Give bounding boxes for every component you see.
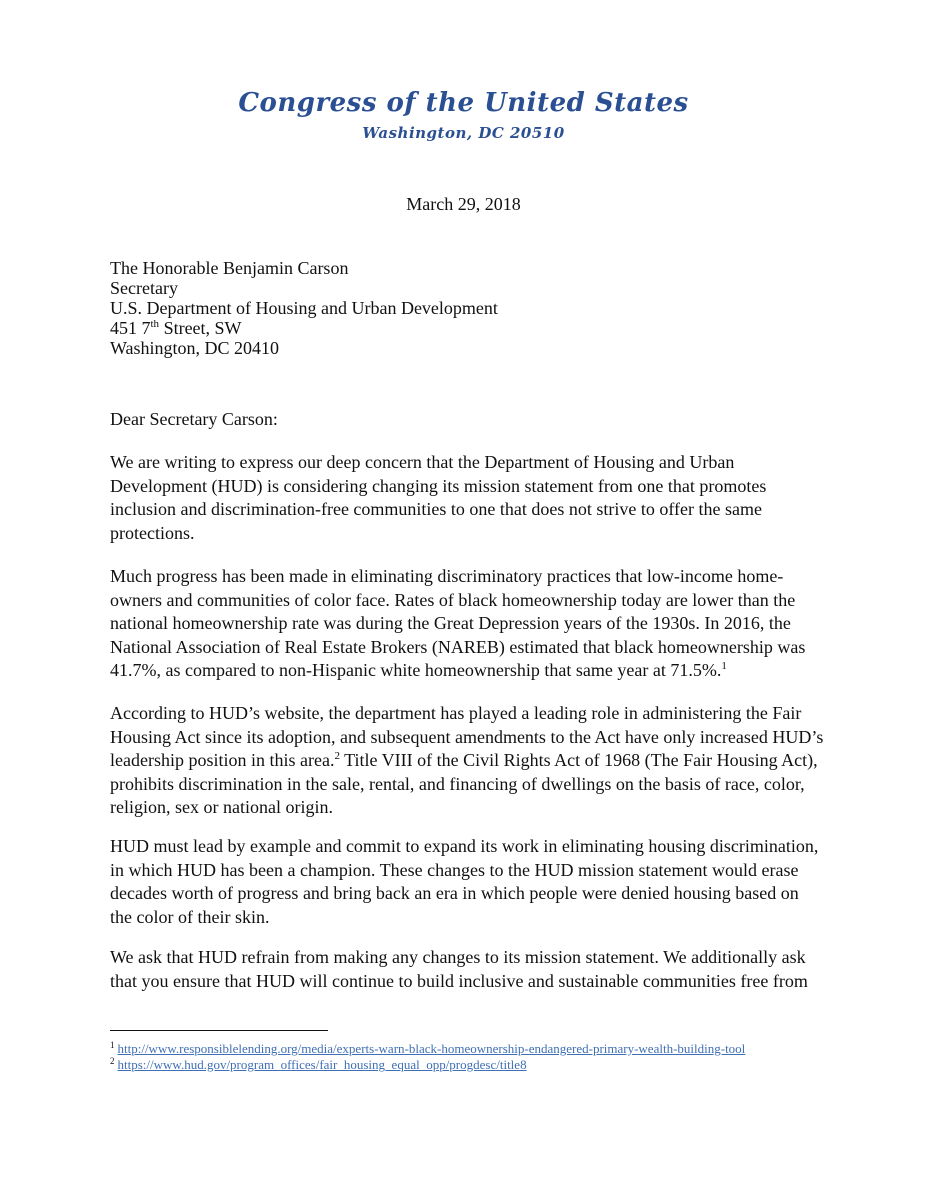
address-line-title: Secretary — [110, 278, 178, 298]
paragraph-3-text-b: Title VIII of the Civil Rights Act of 1968 (The Fair Housing Act), prohibits discrimination in the sale, rental, and financing of dwellings on the basis of race, color, religion, sex or national origin. — [110, 750, 818, 818]
street-name: Street, SW — [159, 318, 242, 338]
paragraph-2-text: Much progress has been made in eliminating discriminatory practices that low-income home-owners and communities of color face. Rates of black homeownership today are lower than the national homeownership rate was during the Great Depression years of the 1930s. In 2016, the National Association of Real Estate Brokers (NAREB) estimated that black homeownership was 41.7%, as compared to non-Hispanic white homeownership that same year at 71.5%. — [110, 566, 806, 681]
street-ordinal: th — [150, 318, 160, 330]
footnote-ref-1: 1 — [721, 660, 727, 673]
paragraph-3 — [110, 702, 825, 820]
paragraph-3-text-a: According to HUD’s website, the department has played a leading role in administering the Fair Housing Act since its adoption, and subsequent amendments to the Act have only increased HUD’s leadership position in this area. — [110, 703, 824, 771]
footnote-2 — [110, 1057, 825, 1073]
letterhead-title: Congress of the United States — [238, 88, 689, 118]
letterhead-city: Washington, DC 20510 — [362, 124, 565, 142]
street-number: 451 7 — [110, 318, 151, 338]
footnote-1 — [110, 1041, 825, 1057]
salutation: Dear Secretary Carson: — [110, 409, 278, 429]
letter-date: March 29, 2018 — [406, 194, 521, 214]
footnote-2-link[interactable]: https://www.hud.gov/program_offices/fair_housing_equal_opp/progdesc/title8 — [117, 1057, 527, 1072]
paragraph-2 — [110, 565, 825, 683]
footnote-divider — [110, 1030, 328, 1031]
footnote-ref-2: 2 — [334, 750, 340, 763]
paragraph-4: HUD must lead by example and commit to expand its work in eliminating housing discrimination, in which HUD has been a champion. These changes to the HUD mission statement would erase decades worth of progress and bring back an era in which people were denied housing based on the color of their skin. — [110, 836, 819, 927]
address-line-street — [110, 318, 830, 338]
footnote-2-number: 2 — [110, 1055, 115, 1066]
address-line-name: The Honorable Benjamin Carson — [110, 258, 349, 278]
address-line-department: U.S. Department of Housing and Urban Development — [110, 298, 498, 318]
paragraph-5: We ask that HUD refrain from making any changes to its mission statement. We additionally ask that you ensure that HUD will continue to build inclusive and sustainable communities free from — [110, 947, 808, 991]
paragraph-1: We are writing to express our deep concern that the Department of Housing and Urban Development (HUD) is considering changing its mission statement from one that promotes inclusion and discrimination-free communities to one that does not strive to offer the same protections. — [110, 452, 767, 543]
footnote-1-number: 1 — [110, 1039, 115, 1050]
footnote-1-link[interactable]: http://www.responsiblelending.org/media/experts-warn-black-homeownership-endangered-primary-wealth-building-tool — [117, 1041, 746, 1056]
footnotes — [110, 1041, 825, 1073]
address-line-city: Washington, DC 20410 — [110, 338, 280, 358]
recipient-address — [110, 258, 830, 358]
letterhead — [0, 88, 927, 142]
